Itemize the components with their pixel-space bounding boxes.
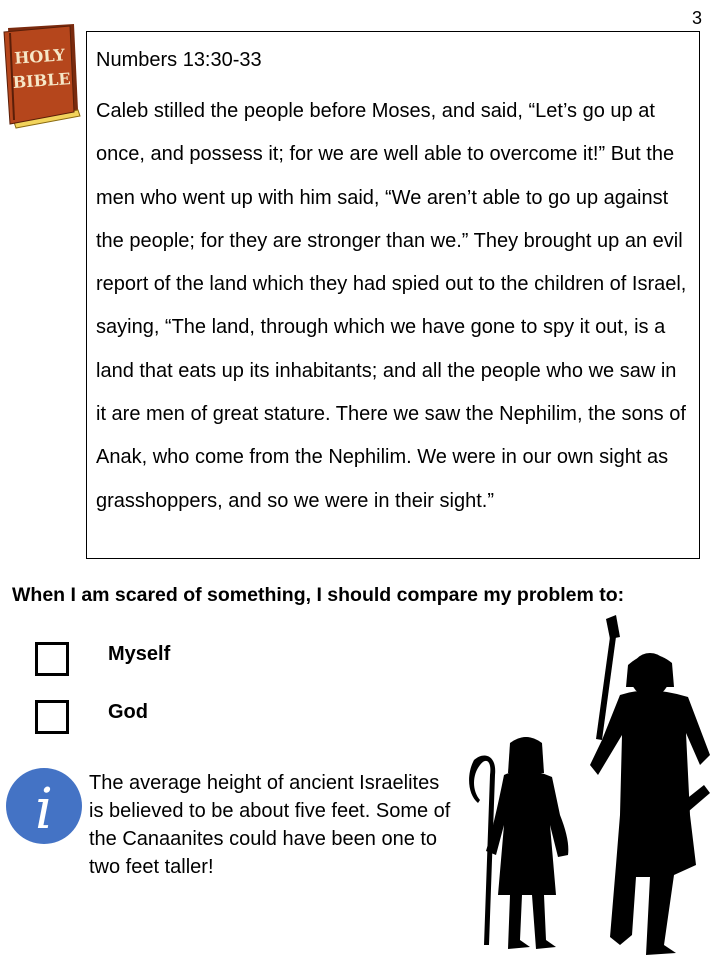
israelite-and-giant-silhouettes-icon [460, 615, 720, 960]
option-label-myself: Myself [108, 643, 171, 665]
bible-icon-line1: HOLY [13, 45, 66, 68]
info-icon [4, 766, 84, 846]
option-label-god: God [108, 701, 148, 723]
holy-bible-icon [0, 24, 84, 132]
question-prompt: When I am scared of something, I should compare my problem to: [12, 584, 625, 606]
bible-icon-line2: BIBLE [12, 69, 72, 93]
scripture-reference: Numbers 13:30-33 [96, 49, 262, 71]
scripture-text: Caleb stilled the people before Moses, and said, “Let’s go up at once, and possess it; for we are well able to overcome it!” But the men who went up with him said, “We aren’t able to go up against the people; for they are stronger than we.” They brought up an evil report of the land which they had spied out to the children of Israel, saying, “The land, through which we have gone to spy it out, is a land that eats up its inhabitants; and all the people who we saw in it are men of great stature. There we saw the Nephilim, the sons of Anak, who come from the Nephilim. We were in our own sight as grasshoppers, and so we were in their sight.” [96, 100, 687, 512]
svg-text:i: i [35, 777, 53, 842]
info-fact-text: The average height of ancient Israelites is believed to be about five feet. Some of the Canaanites could have been one to two feet taller! [89, 772, 451, 878]
page-number: 3 [691, 8, 702, 28]
scripture-box [86, 31, 700, 559]
god-checkbox[interactable] [35, 700, 69, 734]
myself-checkbox[interactable] [35, 642, 69, 676]
